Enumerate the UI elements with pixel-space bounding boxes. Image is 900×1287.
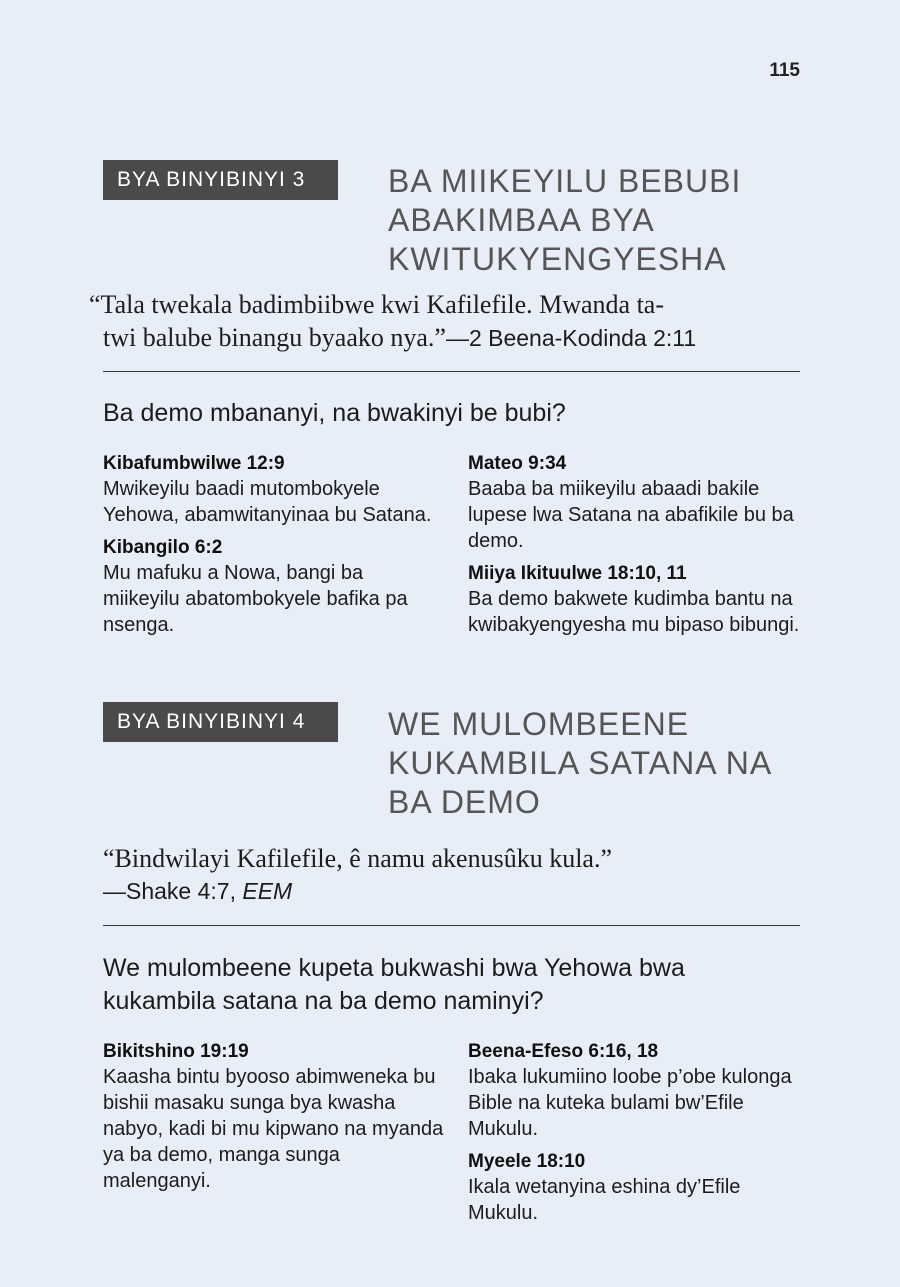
page-number: 115	[769, 60, 800, 81]
quote-text: twi balube binangu byaako nya.”	[103, 323, 446, 352]
scripture-quote-3	[89, 288, 803, 355]
scripture-summary: Ikala wetanyina eshina dy’Efile Mukulu.	[468, 1176, 741, 1224]
scripture-entry	[468, 452, 808, 554]
left-column-4	[103, 1040, 448, 1202]
scripture-reference: Beena-Efeso 6:16, 18	[468, 1041, 659, 1062]
section-label-4: BYA BINYIBINYI 4	[103, 702, 338, 742]
scripture-summary: Mu mafuku a Nowa, bangi ba miikeyilu abatombokyele bafika pa nsenga.	[103, 562, 408, 636]
section-question-3: Ba demo mbananyi, na bwakinyi be bubi?	[103, 399, 566, 427]
left-column-3	[103, 452, 443, 646]
quote-line	[103, 321, 803, 355]
question-line: We mulombeene kupeta bukwashi bwa Yehowa bwa	[103, 954, 685, 982]
scripture-reference: Miiya Ikituulwe 18:10, 11	[468, 563, 687, 584]
scripture-reference: Kibangilo 6:2	[103, 537, 223, 558]
heading-line: BA MIIKEYILU BEBUBI	[388, 163, 742, 199]
section-label-3: BYA BINYIBINYI 3	[103, 160, 338, 200]
quote-line: “Tala twekala badimbiibwe kwi Kafilefile. Mwanda ta-	[89, 290, 665, 319]
scripture-entry	[468, 1150, 808, 1226]
right-column-4	[468, 1040, 808, 1234]
question-line: kukambila satana na ba demo naminyi?	[103, 987, 544, 1015]
heading-line: KUKAMBILA SATANA NA	[388, 745, 773, 781]
right-column-3	[468, 452, 808, 646]
section-heading-3	[388, 162, 818, 279]
scripture-summary: Ibaka lukumiino loobe p’obe kulonga Bible na kuteka bulami bw’Efile Mukulu.	[468, 1066, 792, 1140]
quote-ref-version: EEM	[242, 878, 293, 904]
quote-ref-text: —Shake 4:7,	[103, 878, 243, 904]
heading-line: BA DEMO	[388, 784, 541, 820]
scripture-summary: Kaasha bintu byooso abimweneka bu bishii masaku sunga bya kwasha nabyo, kadi bi mu kipwano na myanda ya ba demo, manga sunga malenganyi.	[103, 1066, 444, 1192]
scripture-quote-4	[103, 842, 803, 908]
scripture-entry	[103, 1040, 448, 1194]
heading-line: KWITUKYENGYESHA	[388, 241, 727, 277]
scripture-summary: Mwikeyilu baadi mutombokyele Yehowa, abamwitanyinaa bu Satana.	[103, 478, 432, 526]
scripture-entry	[468, 1040, 808, 1142]
scripture-reference: Myeele 18:10	[468, 1151, 586, 1172]
scripture-entry	[103, 536, 443, 638]
heading-line: ABAKIMBAA BYA	[388, 202, 655, 238]
quote-reference	[103, 875, 803, 908]
section-question-4	[103, 952, 803, 1018]
section-heading-4	[388, 705, 818, 822]
scripture-reference: Kibafumbwilwe 12:9	[103, 453, 285, 474]
quote-reference: —2 Beena-Kodinda 2:11	[445, 325, 697, 351]
quote-line: “Bindwilayi Kafilefile, ê namu akenusûku kula.”	[103, 844, 613, 873]
scripture-summary: Ba demo bakwete kudimba bantu na kwibakyengyesha mu bipaso bibungi.	[468, 588, 800, 636]
scripture-reference: Bikitshino 19:19	[103, 1041, 249, 1062]
scripture-summary: Baaba ba miikeyilu abaadi bakile lupese lwa Satana na abafikile bu ba demo.	[468, 478, 794, 552]
heading-line: WE MULOMBEENE	[388, 706, 690, 742]
scripture-reference: Mateo 9:34	[468, 453, 567, 474]
divider-rule	[103, 925, 800, 926]
scripture-entry	[103, 452, 443, 528]
scripture-entry	[468, 562, 808, 638]
divider-rule	[103, 371, 800, 372]
